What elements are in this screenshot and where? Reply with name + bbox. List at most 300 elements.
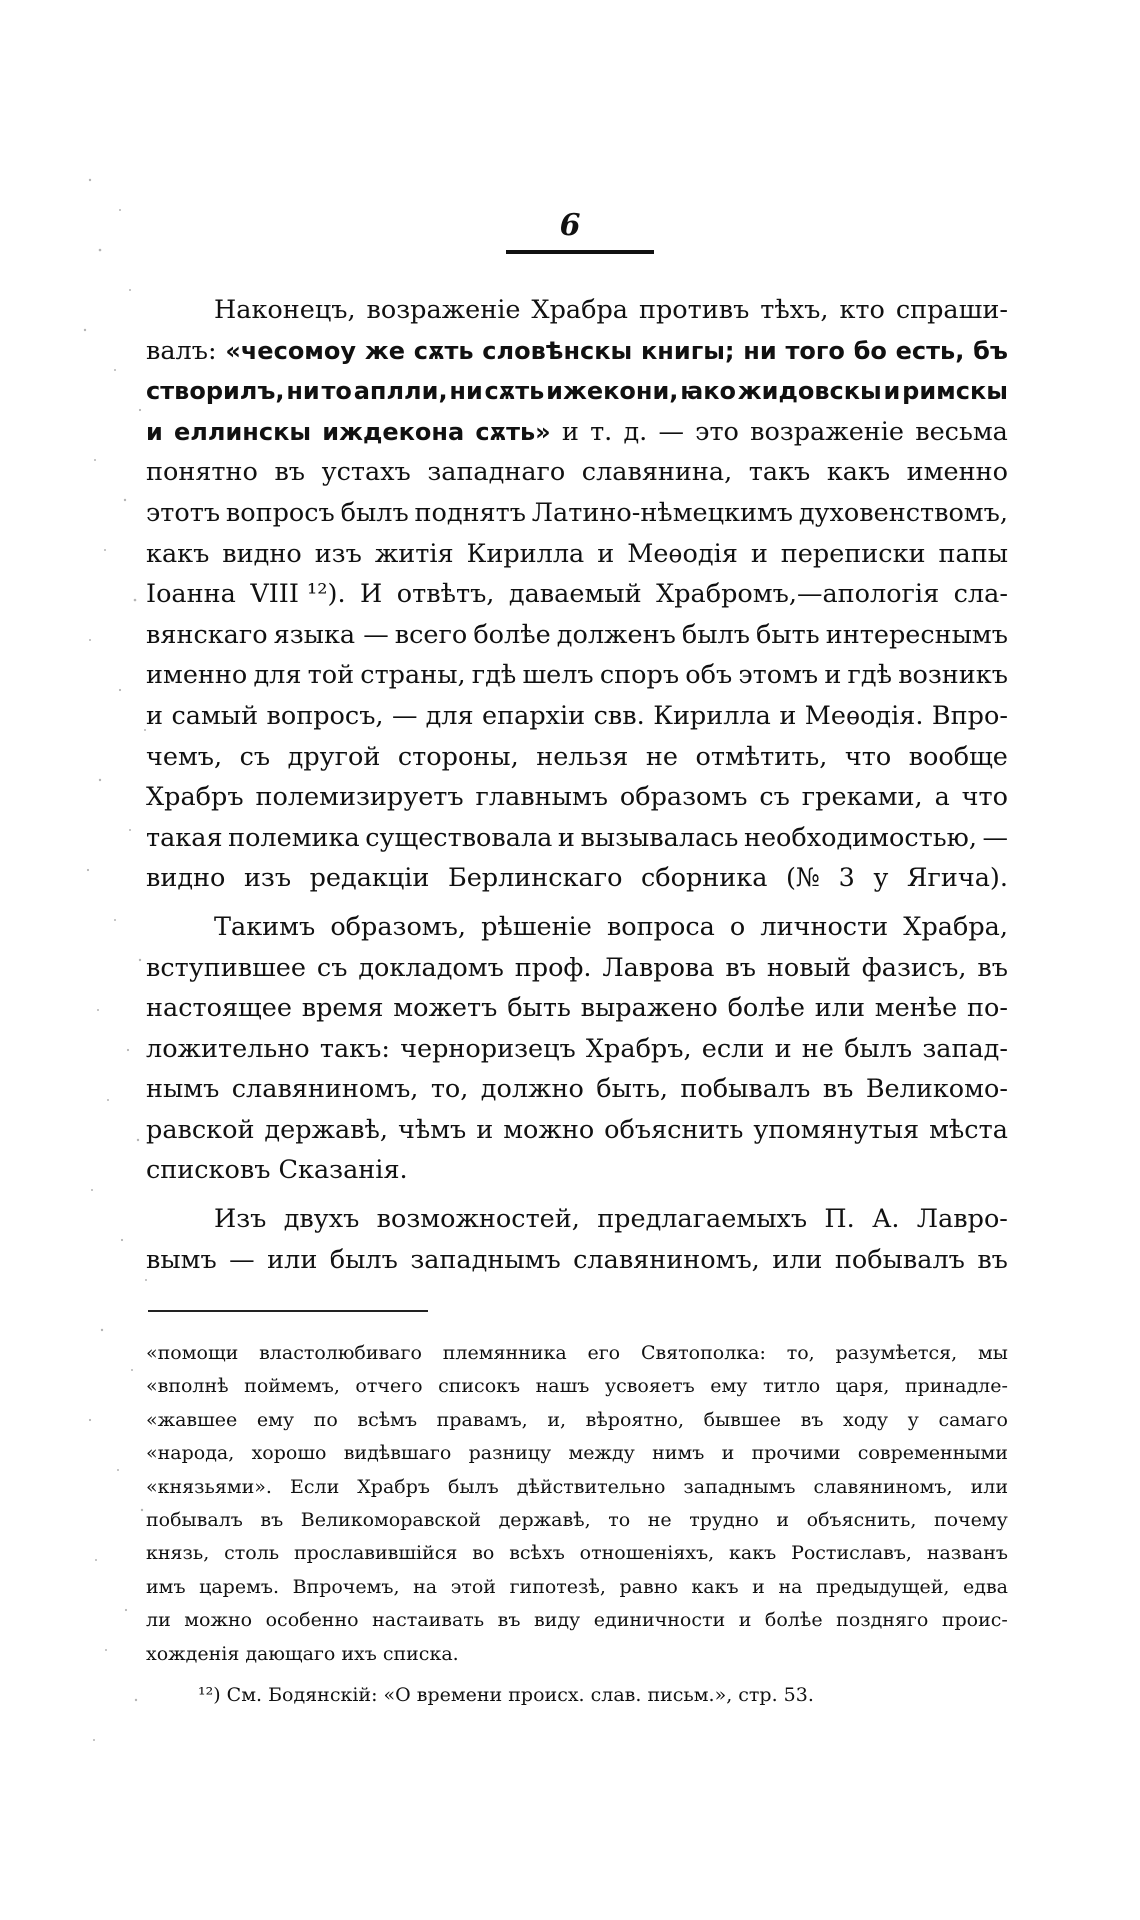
text-line (146, 412, 1008, 453)
text-word: той (307, 660, 355, 691)
text-word: греками, (801, 782, 923, 813)
text-word: И (360, 579, 383, 610)
footnote-word: или (970, 1475, 1008, 1498)
text-word: есть, (895, 336, 965, 365)
footnote-word: на (413, 1575, 438, 1598)
text-word: болѣе (473, 619, 551, 650)
footnote-word: «вполнѣ (146, 1375, 229, 1398)
footnote-word: усвояетъ (604, 1375, 695, 1398)
text-word: бо (853, 336, 887, 365)
footnote-word: поймемъ, (244, 1375, 340, 1398)
footnote-word: титло (762, 1375, 821, 1398)
text-word: страны, (360, 660, 466, 691)
footnote-word: вѣроятно, (585, 1408, 685, 1431)
footnote-word: самаго (938, 1408, 1008, 1431)
footnote-line (146, 1679, 1008, 1712)
text-word: — (229, 1244, 255, 1275)
text-word: вступившее (146, 952, 306, 983)
text-line (146, 1199, 1008, 1240)
footnote-word: царемъ. (199, 1575, 279, 1598)
footnote-word: между (568, 1442, 635, 1465)
footnote-word: правамъ, (436, 1408, 528, 1431)
text-word: и (146, 417, 163, 446)
text-word: — для (391, 700, 474, 731)
text-word: настоящее (146, 993, 292, 1024)
text-word: Храбромъ,—апологія (656, 579, 940, 610)
text-word: полемика (228, 822, 360, 853)
text-line (146, 737, 1008, 778)
text-word: гдѣ (471, 660, 517, 691)
text-word: съ (759, 782, 790, 813)
text-word: объяснить (604, 1114, 744, 1145)
text-word: ижекони, (546, 377, 679, 406)
footnote-word: не (647, 1508, 672, 1531)
text-line (146, 574, 1008, 615)
text-word: и (476, 1114, 494, 1145)
footnote-word: ¹²) См. Бодянскій: «О времени происх. слав. письм.», стр. 53. (198, 1683, 814, 1706)
text-word: Лаврова (602, 952, 715, 983)
footnote-word: отношеніяхъ, (579, 1542, 715, 1565)
footnote-word: какъ (729, 1542, 777, 1565)
footnote-word: равно (619, 1575, 678, 1598)
footnote-word: Святополка: (640, 1342, 766, 1364)
text-word: ложительно (146, 1033, 310, 1064)
text-word: видно (222, 538, 302, 569)
text-word: всего (394, 619, 468, 650)
footnotes (146, 1337, 1008, 1712)
text-word: отвѣтъ, (396, 579, 495, 610)
footnote-word: видѣвшаго (343, 1442, 452, 1465)
text-word: Меѳодія. (804, 700, 924, 731)
text-word: славяниномъ, (231, 1074, 419, 1105)
text-word: тѣхъ, (760, 295, 829, 325)
text-word: черноризецъ (400, 1033, 576, 1064)
text-word: не (645, 741, 678, 772)
text-word: быть, (596, 1074, 669, 1105)
text-word: весьма (915, 416, 1008, 447)
text-word: съ (316, 952, 348, 983)
footnote-word: ему (710, 1375, 748, 1398)
text-word: такъ: (319, 1033, 390, 1064)
text-word: Кирилла (653, 700, 771, 731)
text-word: аплли, (353, 377, 448, 406)
footnote-word: державѣ, (498, 1508, 591, 1531)
text-word: Латино-нѣмецкимъ (531, 497, 794, 528)
text-word: и (557, 822, 575, 853)
text-word: какъ (826, 457, 891, 488)
footnote-word: Великоморавской (300, 1508, 482, 1531)
footnote-word: хорошо (251, 1442, 327, 1465)
footnote-word: настаивать (372, 1609, 485, 1632)
footnote-line (146, 1370, 1008, 1403)
text-line (146, 655, 1008, 696)
header-rule (506, 250, 654, 254)
text-word: отмѣтить, (695, 741, 828, 772)
text-word: интереснымъ (825, 619, 1008, 650)
text-word: въ (274, 457, 306, 488)
text-word: «чесомоу (225, 336, 357, 365)
text-word: ни (743, 336, 777, 365)
text-line (146, 534, 1008, 575)
text-word: Храбръ, (585, 1033, 692, 1064)
text-word: т. (590, 416, 613, 447)
footnote-word: и (721, 1442, 735, 1465)
text-word: иждекона (322, 417, 465, 446)
text-line (146, 290, 1008, 331)
text-word: самый (171, 700, 259, 731)
text-word: запад- (922, 1033, 1008, 1064)
text-word: именно (146, 660, 248, 691)
footnote-word: по (313, 1408, 338, 1431)
text-word: былъ (340, 497, 409, 528)
text-word: понятно (146, 457, 258, 488)
footnote-word: и (752, 1575, 765, 1598)
footnote-word: и, (547, 1408, 567, 1431)
text-word: д. (623, 416, 648, 447)
text-word: духовенствомъ, (798, 497, 1008, 528)
text-word: и (597, 538, 615, 569)
text-word: переписки (780, 538, 926, 569)
text-word: Впро- (931, 700, 1008, 731)
text-word: этомъ (738, 660, 819, 691)
footnote-word: племянника (442, 1342, 567, 1364)
text-word: еллинскы (174, 417, 312, 446)
footnote-line (146, 1638, 1008, 1671)
text-word: изъ (243, 863, 292, 894)
text-word: если (701, 1033, 765, 1064)
text-word: створилъ, (146, 377, 285, 406)
footnote-word: можно (184, 1609, 253, 1632)
footnote-word: прочими (751, 1442, 841, 1465)
text-word: этотъ (146, 497, 221, 528)
text-word: объ (685, 660, 733, 691)
footnote-word: царя, (835, 1375, 890, 1398)
footnote-word: гипотезѣ, (509, 1575, 606, 1598)
text-word: какъ (146, 538, 210, 569)
footnote-word: хожденія дающаго ихъ списка. (146, 1642, 459, 1665)
footnote-word: и (776, 1508, 790, 1531)
footnote-word: какъ (691, 1575, 739, 1598)
text-word: мѣста (929, 1114, 1008, 1145)
text-word: римскы (902, 377, 1008, 406)
text-word: именно (906, 457, 1008, 488)
text-word: VIII ¹²). (250, 579, 346, 610)
text-word: кто (839, 295, 885, 325)
text-line (146, 1110, 1008, 1151)
text-word: былъ (844, 1033, 913, 1064)
text-word: о (729, 911, 746, 942)
footnote-word: болѣе (764, 1609, 823, 1632)
footnote-word: ему (256, 1408, 295, 1431)
text-word: долженъ (556, 619, 676, 650)
text-line (146, 452, 1008, 493)
footnote-word: всѣмъ (357, 1408, 418, 1431)
footnote-word: разумѣется, (835, 1342, 958, 1364)
text-word: западнымъ (410, 1244, 561, 1275)
footnote-word: во (472, 1542, 495, 1565)
footnote-word: принадле- (904, 1375, 1008, 1398)
text-word: предлагаемыхъ (597, 1204, 808, 1235)
footnote-word: въ (800, 1408, 824, 1431)
text-word: языка — (273, 619, 389, 650)
text-word: даваемый (508, 579, 642, 610)
text-line (146, 948, 1008, 989)
footnote-word: побывалъ (146, 1508, 243, 1531)
text-word: не (801, 1033, 834, 1064)
text-word: въ (977, 1244, 1008, 1275)
footnote-line (146, 1437, 1008, 1470)
footnote-word: Если (289, 1475, 340, 1498)
footnote-word: проис- (941, 1609, 1008, 1632)
text-word: и (779, 700, 797, 731)
text-word: время (301, 993, 384, 1024)
text-word: Наконецъ, (214, 295, 356, 325)
text-word: папы (938, 538, 1008, 569)
footnote-word: властолюбиваго (259, 1342, 422, 1364)
text-word: западнаго (427, 457, 566, 488)
text-line (146, 1029, 1008, 1070)
footnote-word: названъ (926, 1542, 1008, 1565)
text-word: въ (977, 952, 1008, 983)
footnote-word: этой (450, 1575, 496, 1598)
text-word: то (321, 377, 352, 406)
text-word: можетъ (393, 993, 498, 1024)
text-word: Кирилла (466, 538, 585, 569)
text-word: славянина, (581, 457, 733, 488)
text-word: или (772, 1244, 823, 1275)
footnote-line (146, 1537, 1008, 1570)
footnote-line (146, 1471, 1008, 1504)
footnote-word: объяснить, (806, 1508, 917, 1531)
footnote-word: виду (533, 1609, 581, 1632)
text-word: болѣе (727, 993, 805, 1024)
text-word: сѫть (484, 377, 545, 406)
text-word: сборника (640, 863, 768, 894)
text-line (146, 818, 1008, 859)
text-word: что (844, 741, 892, 772)
text-word: возможностей, (376, 1204, 580, 1235)
footnote-word: дѣйствительно (516, 1475, 666, 1498)
footnote-word: «народа, (146, 1442, 235, 1465)
text-word: вопроса (606, 911, 715, 942)
text-word: и (750, 538, 768, 569)
text-word: редакціи (309, 863, 430, 894)
text-word: по- (967, 993, 1008, 1024)
text-word: полемизируетъ (255, 782, 464, 813)
text-word: новый (766, 952, 851, 983)
text-word: побывалъ (834, 1244, 965, 1275)
text-word: докладомъ (358, 952, 504, 983)
text-word: или (267, 1244, 318, 1275)
text-word: чѣмъ (397, 1114, 467, 1145)
text-word: существовала (365, 822, 553, 853)
text-line (146, 907, 1008, 948)
footnote-word: князь, (146, 1542, 210, 1565)
footnote-word: Ростиславъ, (791, 1542, 912, 1565)
text-line (146, 1150, 1008, 1191)
footnote-word: предыдущей, (816, 1575, 950, 1598)
text-word: споръ (599, 660, 680, 691)
text-word: видно (146, 863, 226, 894)
main-text (146, 290, 1008, 1280)
text-word: чемъ, (146, 741, 223, 772)
text-word: сѫть» (475, 417, 551, 446)
footnote-word: «жавшее (146, 1408, 238, 1431)
text-word: возраженіе (366, 295, 521, 325)
text-word: П. (824, 1204, 855, 1235)
text-word: валъ: (146, 335, 217, 366)
footnote-word: особенно (265, 1609, 359, 1632)
text-word: возникъ (898, 660, 1008, 691)
text-word: необходимостью, (743, 822, 977, 853)
text-word: въ (725, 952, 756, 983)
text-word: противъ (638, 295, 750, 325)
footnote-word: имъ (146, 1575, 186, 1598)
text-word: вызывалась (580, 822, 739, 853)
footnote-line (146, 1337, 1008, 1370)
text-word: у (873, 863, 889, 894)
text-word: изъ (314, 538, 362, 569)
text-word: вопросъ (225, 497, 335, 528)
text-word: вопросъ, (266, 700, 384, 731)
footnote-word: въ (497, 1609, 521, 1632)
text-word: съ (239, 741, 271, 772)
text-word: — (982, 822, 1008, 853)
text-word: и (561, 416, 579, 447)
text-word: Великомо- (865, 1074, 1008, 1105)
text-word: личности (760, 911, 889, 942)
text-word: гдѣ (847, 660, 892, 691)
footnote-word: трудно (689, 1508, 759, 1531)
text-word: сѫть (413, 336, 474, 365)
footnote-word: его (587, 1342, 621, 1364)
text-word: такая (146, 822, 223, 853)
text-word: Лавро- (916, 1204, 1008, 1235)
footnote-word: въ (260, 1508, 284, 1531)
text-word: такъ (748, 457, 811, 488)
text-word: А. (872, 1204, 900, 1235)
footnote-word: Храбръ (357, 1475, 430, 1498)
text-word: рѣшеніе (481, 911, 592, 942)
text-word: вянскаго (146, 619, 268, 650)
text-word: сла- (953, 579, 1008, 610)
footnote-line (146, 1404, 1008, 1437)
text-word: Храбра, (903, 911, 1008, 942)
text-line (146, 615, 1008, 656)
text-word: то, (430, 1074, 469, 1105)
text-word: (№ (785, 863, 821, 894)
footnote-word: бывшее (703, 1408, 782, 1431)
footnote-word: западнымъ (683, 1475, 796, 1498)
footnote-word: разницу (468, 1442, 552, 1465)
text-word: былъ (329, 1244, 398, 1275)
text-word: побывалъ (680, 1074, 811, 1105)
footnote-word: былъ (448, 1475, 499, 1498)
text-line (146, 777, 1008, 818)
footnote-separator (148, 1310, 428, 1312)
text-word: можно (503, 1114, 595, 1145)
text-word: выражено (580, 993, 718, 1024)
text-word: Такимъ (214, 911, 316, 942)
footnote-word: прославившійся (293, 1542, 458, 1565)
footnote-word: славяниномъ, (813, 1475, 953, 1498)
footnote-word: мы (978, 1342, 1008, 1364)
text-word: образомъ (619, 782, 748, 813)
footnote-word: у (907, 1408, 919, 1431)
text-word: бъ (973, 336, 1008, 365)
text-word: и (824, 660, 842, 691)
text-word: того (785, 336, 845, 365)
footnote-line (146, 1604, 1008, 1637)
text-word: двухъ (283, 1204, 360, 1235)
text-word: шелъ (522, 660, 594, 691)
text-word: должно (480, 1074, 584, 1105)
text-word: Изъ (214, 1204, 267, 1235)
text-word: это (695, 416, 739, 447)
text-line (146, 696, 1008, 737)
text-word: Берлинскаго (447, 863, 623, 894)
text-word: ни (449, 377, 483, 406)
text-word: для (253, 660, 302, 691)
text-line (146, 493, 1008, 534)
footnote-word: то (608, 1508, 631, 1531)
text-word: вообще (908, 741, 1008, 772)
footnote-word: почему (934, 1508, 1008, 1531)
footnote-line (146, 1504, 1008, 1537)
text-word: житія (374, 538, 454, 569)
text-word: фазисъ, (861, 952, 967, 983)
text-word: епархіи (482, 700, 586, 731)
text-line (146, 1069, 1008, 1110)
text-word: стороны, (397, 741, 519, 772)
footnote-word: всѣхъ (509, 1542, 565, 1565)
text-word: другой (287, 741, 381, 772)
text-word: спраши- (895, 295, 1008, 325)
text-word: державѣ, (264, 1114, 389, 1145)
footnote-word: едва (963, 1575, 1008, 1598)
text-word: ꙗко (680, 377, 736, 406)
text-word: въ (822, 1074, 854, 1105)
text-word: вымъ (146, 1244, 217, 1275)
text-word: Храбра (531, 295, 628, 325)
footnote-word: поздняго (836, 1609, 929, 1632)
text-line (146, 1240, 1008, 1281)
footnote-word: и (738, 1609, 752, 1632)
text-word: что (961, 782, 1008, 813)
text-word: образомъ, (330, 911, 466, 942)
text-word: жидовскы (737, 377, 882, 406)
footnote-word: списокъ (438, 1375, 521, 1398)
text-word: равской (146, 1114, 255, 1145)
text-word: словѣнскы (482, 336, 633, 365)
footnote-word: то, (786, 1342, 815, 1364)
text-word: 3 (838, 863, 855, 894)
text-word: былъ (681, 619, 750, 650)
text-word: нымъ (146, 1074, 220, 1105)
text-word: же (364, 336, 405, 365)
footnote-word: ли (146, 1609, 171, 1632)
page-number: 6 (559, 208, 581, 243)
text-word: ни (286, 377, 320, 406)
text-word: быть (507, 993, 571, 1024)
footnote-word: «князьями». (146, 1475, 272, 1498)
footnote-word: на (778, 1575, 803, 1598)
footnote-word: нашъ (535, 1375, 590, 1398)
text-word: Храбръ (146, 782, 244, 813)
text-word: Ягича). (906, 863, 1008, 894)
text-word: или (814, 993, 865, 1024)
text-word: свв. (593, 700, 645, 731)
